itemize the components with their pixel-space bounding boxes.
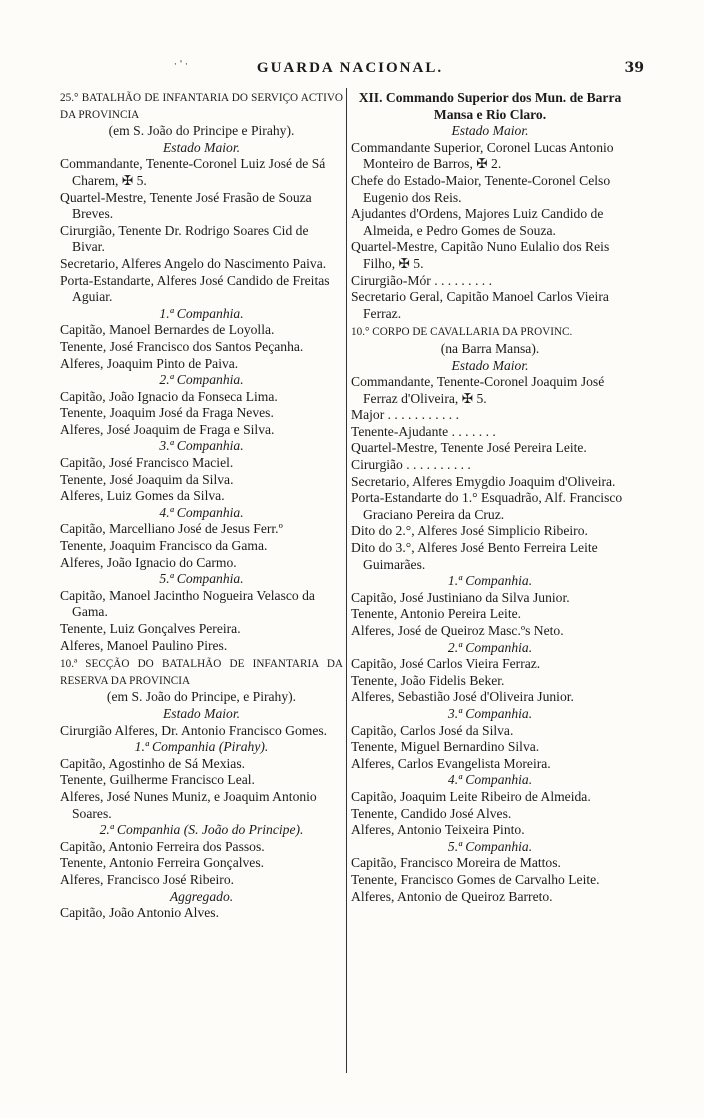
left-subheading: 2.ª Companhia (S. João do Principe). <box>99 822 304 838</box>
left-entry: Alferes, José Nunes Muniz, e Joaquim Antonio Soares. <box>60 788 317 821</box>
left-entry: Capitão, João Antonio Alves. <box>60 905 219 921</box>
right-entry: Tenente, Antonio Pereira Leite. <box>351 606 522 622</box>
right-entry: Dito do 2.°, Alferes José Simplicio Ribeiro. <box>351 523 588 539</box>
left-entry: Alferes, José Joaquim de Fraga e Silva. <box>60 421 275 437</box>
left-subheading: 2.ª Companhia. <box>159 372 244 388</box>
left-entry: Tenente, Joaquim Francisco da Gama. <box>60 538 268 554</box>
right-entry: Chefe do Estado-Maior, Tenente-Coronel Celso Eugenio dos Reis. <box>351 172 611 205</box>
header-ornament: · ' · <box>174 60 188 70</box>
left-subheading: 4.ª Companhia. <box>159 504 244 520</box>
right-subheading: Estado Maior. <box>451 357 529 373</box>
left-entry: Capitão, João Ignacio da Fonseca Lima. <box>60 388 278 404</box>
right-entry: Major . . . . . . . . . . . <box>351 407 459 423</box>
right-entry: Quartel-Mestre, Tenente José Pereira Leite. <box>351 440 587 456</box>
right-entry: Tenente, Francisco Gomes de Carvalho Leite. <box>351 871 600 887</box>
left-entry: Tenente, Guilherme Francisco Leal. <box>60 772 255 788</box>
right-column <box>351 88 629 905</box>
right-entry: Alferes, Antonio Teixeira Pinto. <box>351 822 525 838</box>
right-subheading: 2.ª Companhia. <box>447 639 533 655</box>
right-entry: Dito do 3.°, Alferes José Bento Ferreira Leite Guimarães. <box>351 540 598 572</box>
page-title: GUARDA NACIONAL. <box>256 60 444 76</box>
right-entry: Capitão, José Carlos Vieira Ferraz. <box>351 656 541 672</box>
left-entry: Tenente, Antonio Ferreira Gonçalves. <box>60 855 265 871</box>
left-entry: Alferes, João Ignacio do Carmo. <box>60 554 237 570</box>
left-location-note: (em S. João do Principe, e Pirahy). <box>106 689 297 705</box>
left-subheading: Aggregado. <box>169 888 234 904</box>
left-entry: Cirurgião, Tenente Dr. Rodrigo Soares Cid de Bivar. <box>60 222 309 255</box>
left-entry: Tenente, José Joaquim da Silva. <box>60 471 234 487</box>
right-section-heading: XII. Commando Superior dos Mun. de Barra Mansa e Rio Claro. <box>358 90 622 122</box>
right-entry: Ajudantes d'Ordens, Majores Luiz Candido de Almeida, e Pedro Gomes de Souza. <box>351 206 604 238</box>
right-location-note: (na Barra Mansa). <box>440 340 540 356</box>
left-entry: Capitão, Manoel Bernardes de Loyolla. <box>60 322 275 338</box>
right-entry: Alferes, Sebastião José d'Oliveira Junior. <box>351 689 574 705</box>
left-entry: Alferes, Manoel Paulino Pires. <box>60 637 228 653</box>
left-entry: Alferes, Joaquim Pinto de Paiva. <box>60 355 239 371</box>
left-section-heading: 10.ª SECÇÃO DO BATALHÃO DE INFANTARIA DA RESERVA DA PROVINCIA <box>60 658 343 687</box>
right-subheading: Estado Maior. <box>451 123 529 139</box>
left-entry: Capitão, José Francisco Maciel. <box>60 455 234 471</box>
left-subheading: 1.ª Companhia (Pirahy). <box>134 739 269 755</box>
right-entry: Alferes, Antonio de Queiroz Barreto. <box>351 888 553 904</box>
left-entry: Tenente, Luiz Gonçalves Pereira. <box>60 621 241 636</box>
left-location-note: (em S. João do Principe e Pirahy). <box>108 123 295 139</box>
right-entry: Alferes, Carlos Evangelista Moreira. <box>351 755 551 771</box>
right-subheading: 5.ª Companhia. <box>447 838 533 854</box>
left-entry: Secretario, Alferes Angelo do Nascimento Paiva. <box>60 255 327 271</box>
right-entry: Quartel-Mestre, Capitão Nuno Eulalio dos Reis Filho, ✠ 5. <box>351 239 610 271</box>
left-subheading: Estado Maior. <box>162 705 241 721</box>
left-subheading: 5.ª Companhia. <box>159 571 244 587</box>
left-entry: Alferes, Francisco José Ribeiro. <box>60 871 235 887</box>
left-entry: Capitão, Manoel Jacintho Nogueira Velasco da Gama. <box>60 587 315 620</box>
left-section-heading: 25.° BATALHÃO DE INFANTARIA DO SERVIÇO ACTIVO DA PROVINCIA <box>60 92 343 121</box>
right-entry: Secretario, Alferes Emygdio Joaquim d'Oliveira. <box>351 473 616 489</box>
column-divider <box>346 88 347 1073</box>
right-entry: Capitão, Francisco Moreira de Mattos. <box>351 855 561 871</box>
left-entry: Cirurgião Alferes, Dr. Antonio Francisco Gomes. <box>60 722 328 738</box>
left-column <box>60 88 343 922</box>
right-subheading: 3.ª Companhia. <box>447 705 533 721</box>
right-entry: Commandante, Tenente-Coronel Joaquim José Ferraz d'Oliveira, ✠ 5. <box>351 374 605 406</box>
left-subheading: 3.ª Companhia. <box>159 438 244 454</box>
right-entry: Cirurgião-Mór . . . . . . . . . <box>351 272 492 288</box>
right-entry: Capitão, Carlos José da Silva. <box>351 722 514 738</box>
right-entry: Tenente, João Fidelis Beker. <box>351 672 505 688</box>
page-number: 39 <box>624 60 644 76</box>
right-entry: Tenente-Ajudante . . . . . . . <box>351 423 496 439</box>
left-entry: Alferes, Luiz Gomes da Silva. <box>60 488 225 504</box>
left-entry: Tenente, José Francisco dos Santos Peçanha. <box>60 338 304 354</box>
right-entry: Tenente, Miguel Bernardino Silva. <box>351 739 540 755</box>
left-entry: Porta-Estandarte, Alferes José Candido de Freitas Aguiar. <box>60 272 330 305</box>
left-subheading: 1.ª Companhia. <box>159 305 244 321</box>
left-entry: Capitão, Agostinho de Sá Mexias. <box>60 755 246 771</box>
right-subheading: 4.ª Companhia. <box>447 772 533 788</box>
left-subheading: Estado Maior. <box>162 139 241 155</box>
left-entry: Quartel-Mestre, Tenente José Frasão de Souza Breves. <box>60 189 312 222</box>
left-entry: Tenente, Joaquim José da Fraga Neves. <box>60 405 274 421</box>
right-section-heading: 10.° CORPO DE CAVALLARIA DA PROVINC. <box>351 326 573 339</box>
right-entry: Alferes, José de Queiroz Masc.ºs Neto. <box>351 623 564 638</box>
left-entry: Capitão, Antonio Ferreira dos Passos. <box>60 838 265 854</box>
right-entry: Cirurgião . . . . . . . . . . <box>351 457 471 473</box>
left-entry: Capitão, Marcelliano José de Jesus Ferr.º <box>60 521 283 537</box>
right-entry: Porta-Estandarte do 1.° Esquadrão, Alf. Francisco Graciano Pereira da Cruz. <box>351 490 623 522</box>
running-header <box>56 60 644 82</box>
right-entry: Capitão, Joaquim Leite Ribeiro de Almeida. <box>351 788 591 804</box>
right-entry: Tenente, Candido José Alves. <box>351 805 512 821</box>
right-entry: Commandante Superior, Coronel Lucas Antonio Monteiro de Barros, ✠ 2. <box>351 139 614 172</box>
right-entry: Secretario Geral, Capitão Manoel Carlos Vieira Ferraz. <box>351 289 609 321</box>
right-subheading: 1.ª Companhia. <box>447 573 533 589</box>
left-entry: Commandante, Tenente-Coronel Luiz José de Sá Charem, ✠ 5. <box>60 156 326 188</box>
right-entry: Capitão, José Justiniano da Silva Junior. <box>351 589 570 605</box>
